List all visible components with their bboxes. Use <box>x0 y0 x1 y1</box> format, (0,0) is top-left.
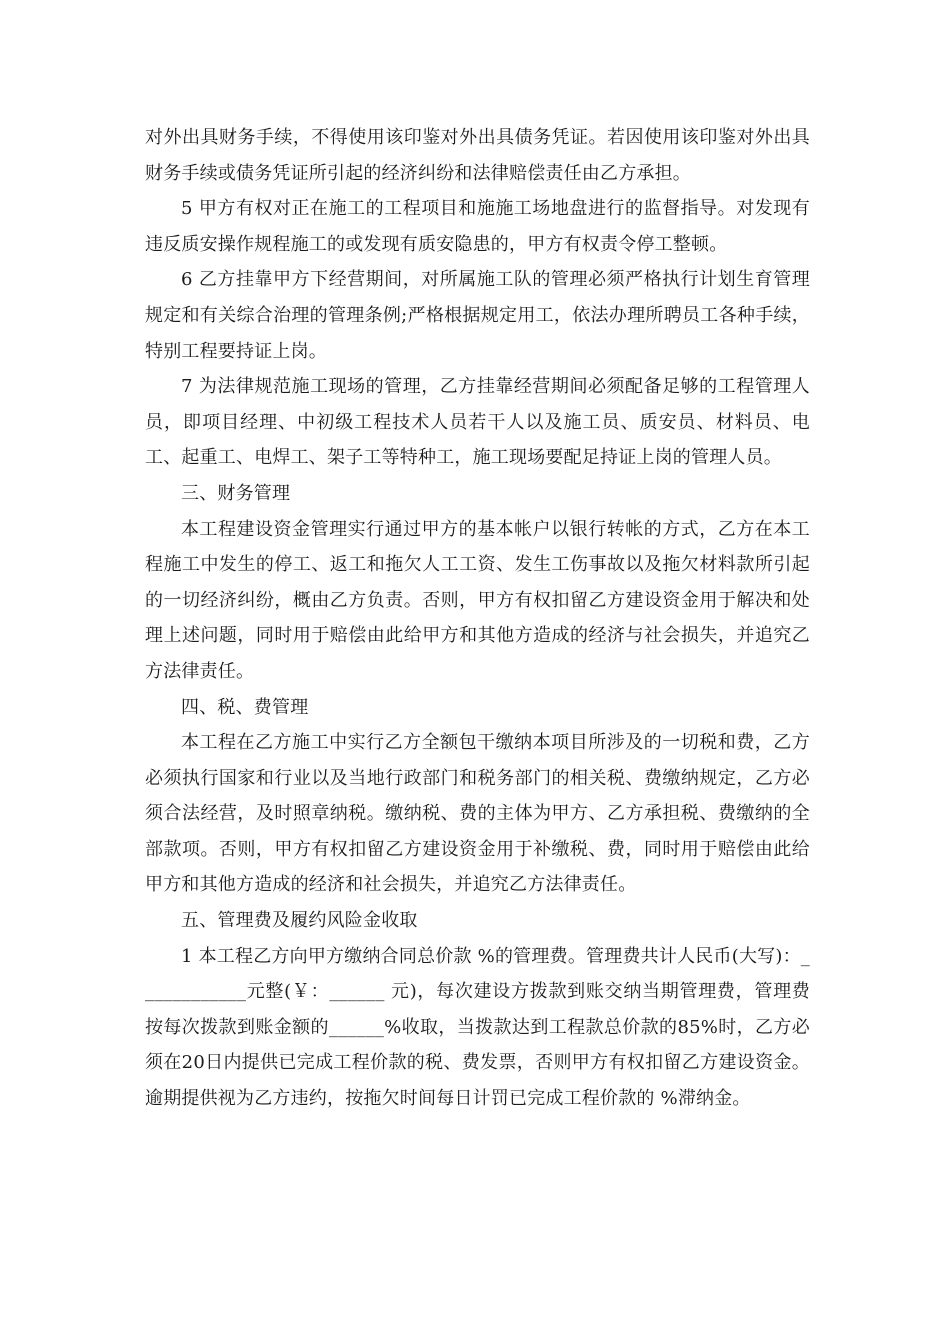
management-fee-clause-1: 1 本工程乙方向甲方缴纳合同总价款 %的管理费。管理费共计人民币(大写)：____________元整(￥：______ 元)，每次建设方拨款到账交纳当期管理费，管理费按每次拨款到账金额的______%收取，当拨款达到工程款总价款的85%时，乙方必须在20日内提供已完成工程价款的税、费发票，否则甲方有权扣留乙方建设资金。逾期提供视为乙方违约，按拖欠时间每日计罚已完成工程价款的 %滞纳金。 <box>145 945 810 1110</box>
section-heading-tax: 四、税、费管理 <box>181 696 309 718</box>
finance-paragraph: 本工程建设资金管理实行通过甲方的基本帐户以银行转帐的方式，乙方在本工程施工中发生的停工、返工和拖欠人工工资、发生工伤事故以及拖欠材料款所引起的一切经济纠纷，概由乙方负责。否则，甲方有权扣留乙方建设资金用于解决和处理上述问题，同时用于赔偿由此给甲方和其他方造成的经济与社会损失，并追究乙方法律责任。 <box>145 518 810 682</box>
section-heading-finance: 三、财务管理 <box>181 482 291 504</box>
clause-5: 5 甲方有权对正在施工的工程项目和施施工场地盘进行的监督指导。对发现有违反质安操作规程施工的或发现有质安隐患的，甲方有权责令停工整顿。 <box>145 198 810 255</box>
document-body <box>145 120 810 1117</box>
clause-6: 6 乙方挂靠甲方下经营期间，对所属施工队的管理必须严格执行计划生育管理规定和有关综合治理的管理条例;严格根据规定用工，依法办理所聘员工各种手续，特别工程要持证上岗。 <box>145 269 810 362</box>
tax-paragraph: 本工程在乙方施工中实行乙方全额包干缴纳本项目所涉及的一切税和费，乙方必须执行国家和行业以及当地行政部门和税务部门的相关税、费缴纳规定，乙方必须合法经营，及时照章纳税。缴纳税、费的主体为甲方、乙方承担税、费缴纳的全部款项。否则，甲方有权扣留乙方建设资金用于补缴税、费，同时用于赔偿由此给甲方和其他方造成的经济和社会损失，并追究乙方法律责任。 <box>145 732 810 896</box>
paragraph-continuation: 对外出具财务手续，不得使用该印鉴对外出具债务凭证。若因使用该印鉴对外出具财务手续或债务凭证所引起的经济纠纷和法律赔偿责任由乙方承担。 <box>145 127 810 184</box>
section-heading-management-fee: 五、管理费及履约风险金收取 <box>181 910 418 932</box>
clause-7: 7 为法律规范施工现场的管理，乙方挂靠经营期间必须配备足够的工程管理人员，即项目经理、中初级工程技术人员若干人以及施工员、质安员、材料员、电工、起重工、电焊工、架子工等特种工，施工现场要配足持证上岗的管理人员。 <box>145 376 810 469</box>
